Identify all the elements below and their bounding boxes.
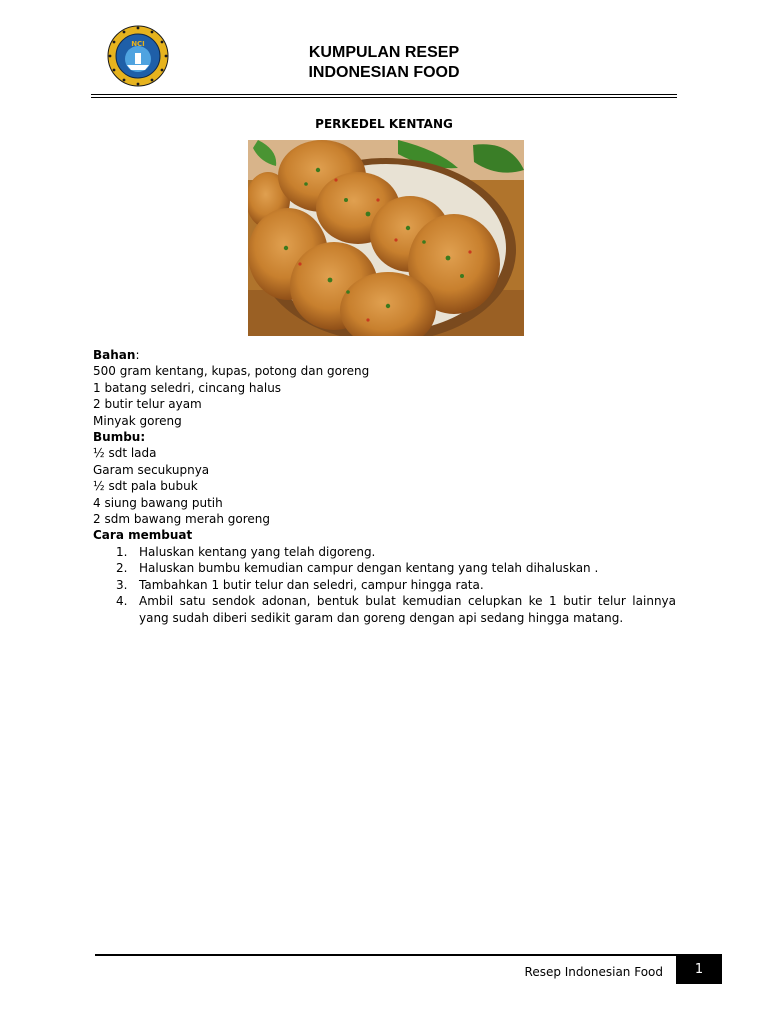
step-item [93, 560, 676, 576]
step-item [93, 593, 676, 626]
bumbu-item: ½ sdt lada [93, 446, 157, 461]
nci-logo-emblem [105, 25, 171, 87]
step-item [93, 577, 676, 593]
bumbu-heading: Bumbu: [93, 430, 146, 445]
bumbu-item: 2 sdm bawang merah goreng [93, 512, 271, 527]
perkedel-photo [248, 140, 524, 336]
bahan-item: Minyak goreng [93, 413, 182, 428]
step-number: 3. [116, 577, 128, 592]
logo-text: NCI [131, 40, 145, 48]
step-number: 4. [116, 594, 128, 609]
step-text: Haluskan bumbu kemudian campur dengan kentang yang telah dihaluskan . [139, 561, 599, 576]
footer-label: Resep Indonesian Food [524, 965, 663, 979]
step-number: 1. [116, 544, 128, 559]
step-item [93, 544, 676, 560]
bahan-item: 1 batang seledri, cincang halus [93, 380, 282, 395]
footer-divider [95, 954, 722, 956]
step-text: Tambahkan 1 butir telur dan seledri, campur hingga rata. [139, 577, 484, 592]
recipe-content [93, 347, 676, 626]
page-number: 1 [676, 955, 722, 984]
header-divider-top [91, 94, 677, 95]
bumbu-item: 4 siung bawang putih [93, 495, 223, 510]
header-title-line2: INDONESIAN FOOD [308, 64, 460, 81]
bahan-heading: Bahan: [93, 348, 140, 362]
bumbu-item: Garam secukupnya [93, 462, 210, 477]
step-text: Haluskan kentang yang telah digoreng. [139, 544, 376, 559]
bumbu-item: ½ sdt pala bubuk [93, 479, 198, 494]
header-title-line1: KUMPULAN RESEP [308, 44, 460, 61]
header-divider-bottom [91, 97, 677, 98]
step-number: 2. [116, 561, 128, 576]
step-text: Ambil satu sendok adonan, bentuk bulat kemudian celupkan ke 1 butir telur lainnya yang sudah diberi sedikit garam dan goreng dengan api sedang hingga matang. [139, 594, 676, 625]
bahan-item: 500 gram kentang, kupas, potong dan goreng [93, 364, 370, 379]
bahan-item: 2 butir telur ayam [93, 397, 202, 412]
cara-heading: Cara membuat [93, 528, 193, 543]
steps-list [93, 544, 676, 626]
recipe-title: PERKEDEL KENTANG [315, 117, 453, 131]
